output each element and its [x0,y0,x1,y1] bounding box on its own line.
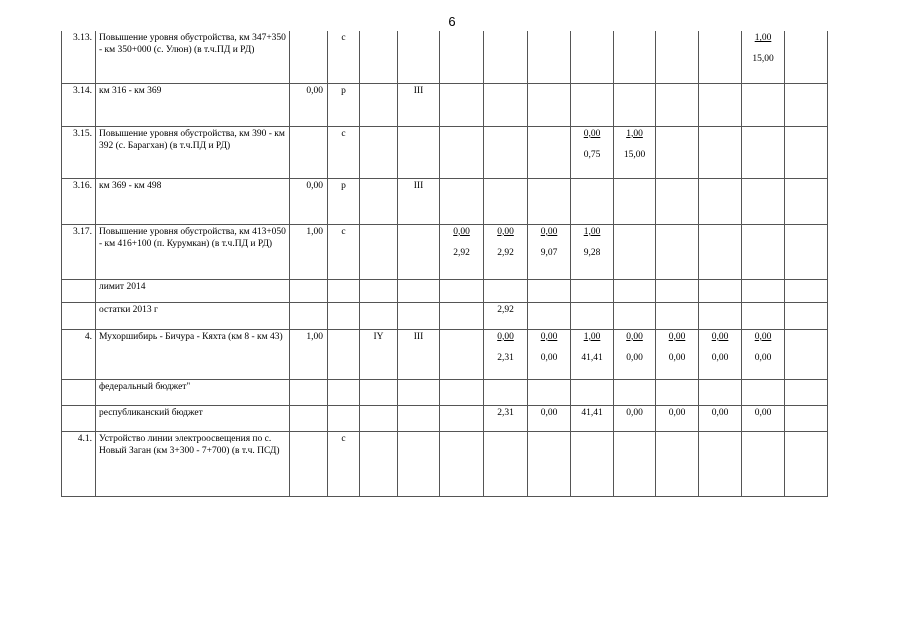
value-cell [785,279,828,302]
category-after: III [398,329,440,379]
value-cell [785,83,828,126]
value-cell [614,302,656,329]
value-cell [440,431,484,496]
value-cell [699,83,742,126]
table-row [62,329,828,379]
value-cell [440,302,484,329]
cell-value: 0,00 [711,407,729,418]
value-cell [571,126,614,178]
value-cell [571,31,614,83]
cell-value-top: 0,00 [453,226,470,237]
value-cell [656,302,699,329]
row-code: 4. [62,329,96,379]
cell-value-top: 0,00 [583,128,601,139]
category-before [360,431,398,496]
length-value: 0,00 [290,83,328,126]
cell-value-top: 0,00 [497,226,514,237]
category-after [398,31,440,83]
value-cell [528,302,571,329]
cell-value-bottom: 0,00 [754,352,772,363]
row-code [62,279,96,302]
value-cell [785,405,828,431]
value-cell [440,224,484,279]
table-row [62,279,828,302]
table-row [62,83,828,126]
category-after [398,405,440,431]
value-cell [528,83,571,126]
value-cell [440,405,484,431]
cell-value-top: 0,00 [540,226,558,237]
category-after [398,379,440,405]
value-cell [614,224,656,279]
value-cell [571,431,614,496]
row-name: лимит 2014 [96,279,290,302]
cell-value-bottom: 9,28 [583,247,601,258]
value-cell [571,178,614,224]
value-cell [699,31,742,83]
value-cell [742,379,785,405]
value-cell [785,178,828,224]
value-cell [484,126,528,178]
value-cell [699,224,742,279]
value-cell [440,31,484,83]
value-cell [785,126,828,178]
category-before [360,405,398,431]
value-cell [656,224,699,279]
cell-value-bottom: 9,07 [540,247,558,258]
value-cell [699,431,742,496]
row-name: км 316 - км 369 [96,83,290,126]
cell-value-top: 0,00 [497,331,514,342]
category-after [398,302,440,329]
row-name: республиканский бюджет [96,405,290,431]
value-cell [699,302,742,329]
row-code: 3.14. [62,83,96,126]
value-cell [528,31,571,83]
value-cell [656,178,699,224]
category-before [360,83,398,126]
value-cell [785,431,828,496]
work-type [328,379,360,405]
value-cell [484,178,528,224]
value-cell [614,405,656,431]
value-cell [484,379,528,405]
row-name: Повышение уровня обустройства, км 390 - км 392 (с. Барагхан) (в т.ч.ПД и РД) [96,126,290,178]
value-cell [614,431,656,496]
value-cell [742,83,785,126]
table-row [62,379,828,405]
row-name: км 369 - км 498 [96,178,290,224]
cell-value: 0,00 [754,407,772,418]
table-row [62,31,828,83]
value-cell [571,405,614,431]
works-table [61,31,828,497]
work-type: с [328,31,360,83]
value-cell [699,379,742,405]
value-cell [742,224,785,279]
value-cell [699,126,742,178]
category-before [360,224,398,279]
work-type [328,279,360,302]
length-value: 1,00 [290,224,328,279]
cell-value-bottom: 0,75 [583,149,601,160]
cell-value: 2,31 [497,407,514,418]
value-cell [742,178,785,224]
work-type: с [328,224,360,279]
category-after [398,126,440,178]
page-number: 6 [448,14,456,29]
table-row [62,178,828,224]
value-cell [699,405,742,431]
work-type [328,302,360,329]
row-code: 3.13. [62,31,96,83]
cell-value-bottom: 15,00 [623,149,646,160]
value-cell [785,31,828,83]
cell-value-bottom: 0,00 [711,352,729,363]
value-cell [484,329,528,379]
length-value [290,379,328,405]
value-cell [440,379,484,405]
length-value [290,279,328,302]
value-cell [785,379,828,405]
cell-value-top: 0,00 [540,331,558,342]
category-before [360,279,398,302]
value-cell [656,431,699,496]
value-cell [656,31,699,83]
value-cell [785,302,828,329]
value-cell [440,126,484,178]
row-code [62,379,96,405]
table-row [62,224,828,279]
value-cell [742,279,785,302]
length-value [290,126,328,178]
table-row [62,302,828,329]
row-name: Повышение уровня обустройства, км 347+350 - км 350+000 (с. Улюн) (в т.ч.ПД и РД) [96,31,290,83]
length-value: 0,00 [290,178,328,224]
cell-value-top: 1,00 [583,226,601,237]
value-cell [571,329,614,379]
value-cell [742,31,785,83]
category-before [360,302,398,329]
value-cell [484,431,528,496]
cell-value-bottom: 0,00 [540,352,558,363]
category-before [360,31,398,83]
value-cell [656,83,699,126]
value-cell [614,83,656,126]
value-cell [785,224,828,279]
value-cell [742,405,785,431]
cell-value: 2,92 [497,304,514,315]
value-cell [571,279,614,302]
category-before [360,379,398,405]
row-code: 3.17. [62,224,96,279]
value-cell [440,83,484,126]
length-value [290,405,328,431]
row-code [62,405,96,431]
cell-value: 0,00 [540,407,558,418]
cell-value-bottom: 2,92 [453,247,470,258]
table-row [62,126,828,178]
cell-value-bottom: 2,31 [497,352,514,363]
cell-value-bottom: 2,92 [497,247,514,258]
length-value [290,431,328,496]
category-after: III [398,178,440,224]
work-type [328,329,360,379]
value-cell [484,405,528,431]
work-type: р [328,83,360,126]
category-after [398,224,440,279]
value-cell [742,329,785,379]
value-cell [528,224,571,279]
value-cell [742,431,785,496]
row-code: 3.16. [62,178,96,224]
row-name: федеральный бюджет" [96,379,290,405]
row-code: 4.1. [62,431,96,496]
value-cell [571,379,614,405]
value-cell [528,126,571,178]
cell-value-top: 0,00 [626,331,643,342]
work-type [328,405,360,431]
value-cell [656,379,699,405]
length-value [290,302,328,329]
category-after [398,431,440,496]
category-before: IY [360,329,398,379]
value-cell [571,224,614,279]
value-cell [484,279,528,302]
row-name: Мухоршибирь - Бичура - Кяхта (км 8 - км 43) [96,329,290,379]
cell-value-bottom: 0,00 [668,352,686,363]
value-cell [614,178,656,224]
value-cell [742,302,785,329]
value-cell [656,329,699,379]
table-row [62,431,828,496]
cell-value-top: 0,00 [711,331,729,342]
cell-value: 0,00 [668,407,686,418]
length-value: 1,00 [290,329,328,379]
value-cell [614,379,656,405]
value-cell [528,279,571,302]
row-code [62,302,96,329]
cell-value: 0,00 [626,407,643,418]
value-cell [484,31,528,83]
value-cell [484,83,528,126]
work-type: р [328,178,360,224]
cell-value-top: 1,00 [754,33,772,43]
row-code: 3.15. [62,126,96,178]
value-cell [528,431,571,496]
value-cell [699,279,742,302]
value-cell [785,329,828,379]
row-name: остатки 2013 г [96,302,290,329]
value-cell [614,329,656,379]
row-name: Устройство линии электроосвещения по с. Новый Заган (км 3+300 - 7+700) (в т.ч. ПСД) [96,431,290,496]
category-after: III [398,83,440,126]
row-name: Повышение уровня обустройства, км 413+050 - км 416+100 (п. Курумкан) (в т.ч.ПД и РД) [96,224,290,279]
cell-value-bottom: 0,00 [626,352,643,363]
value-cell [614,279,656,302]
cell-value-top: 0,00 [668,331,686,342]
value-cell [571,83,614,126]
work-type: с [328,431,360,496]
cell-value-bottom: 41,41 [581,352,603,363]
category-after [398,279,440,302]
category-before [360,126,398,178]
category-before [360,178,398,224]
value-cell [656,405,699,431]
value-cell [440,178,484,224]
value-cell [742,126,785,178]
value-cell [440,329,484,379]
value-cell [571,302,614,329]
value-cell [699,329,742,379]
cell-value-bottom: 15,00 [752,54,774,64]
cell-value: 41,41 [581,407,603,418]
value-cell [699,178,742,224]
value-cell [614,126,656,178]
table-row [62,405,828,431]
cell-value-top: 1,00 [626,128,643,139]
value-cell [440,279,484,302]
value-cell [484,224,528,279]
value-cell [528,329,571,379]
value-cell [656,279,699,302]
cell-value-top: 0,00 [754,331,772,342]
value-cell [528,405,571,431]
value-cell [614,31,656,83]
value-cell [528,379,571,405]
cell-value-top: 1,00 [583,331,601,342]
length-value [290,31,328,83]
work-type: с [328,126,360,178]
value-cell [528,178,571,224]
value-cell [484,302,528,329]
value-cell [656,126,699,178]
